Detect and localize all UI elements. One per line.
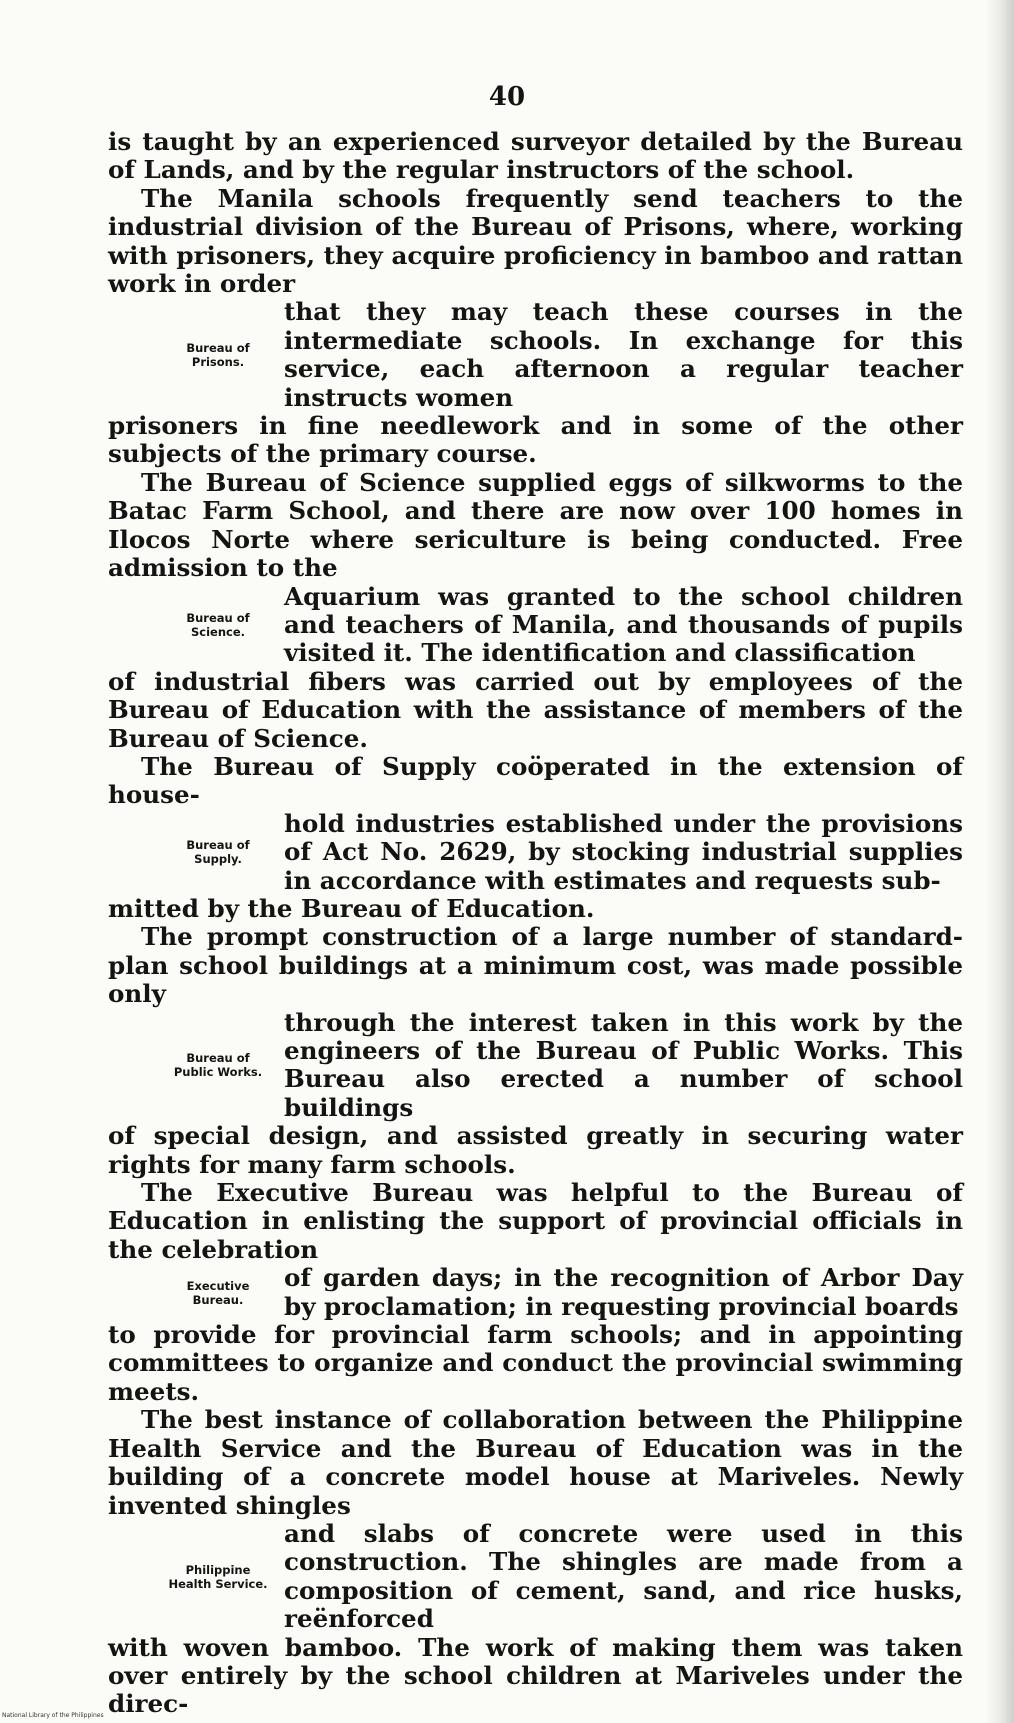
scan-footer-label: National Library of the Philippines [2,1712,104,1719]
paragraph-side-text: and slabs of concrete were used in this construction. The shingles are made from a composition of cement, sand, and rice husks, reënforced [284,1518,963,1634]
paragraph-side-text: that they may teach these courses in the intermediate schools. In exchange for this service, each afternoon a regular teacher instructs women [284,297,963,412]
margin-note-bureau-of-science: Bureau of Science. [186,611,250,640]
paragraph-side-text: Aquarium was granted to the school children and teachers of Manila, and thousands of pupils visited it. The identification and classification [284,581,963,668]
side-note-block [108,583,963,668]
paragraph-bureau-of-public-works [108,923,963,1179]
paragraph-bureau-of-science [108,469,963,753]
page-number: 40 [488,82,526,112]
paragraph-continuation: is taught by an experienced surveyor detailed by the Bureau of Lands, and by the regular instructors of the school. [108,127,963,185]
paragraph-top-text: The Manila schools frequently send teachers to the industrial division of the Bureau of Prisons, where, working with prisoners, they acquire proficiency in bamboo and rattan work in order [108,183,963,299]
paragraph-top-text: The Bureau of Supply coöperated in the extension of house- [108,751,963,810]
side-note-block [108,1009,963,1123]
margin-note-bureau-of-supply: Bureau of Supply. [186,838,250,867]
paragraph-executive-bureau [108,1179,963,1406]
margin-note-bureau-of-prisons: Bureau of Prisons. [186,341,250,370]
margin-note-executive-bureau: Executive Bureau. [186,1278,250,1307]
side-note-block [108,810,963,895]
paragraph-bottom-text: prisoners in fine needlework and in some of the other subjects of the primary course. [108,411,963,469]
paragraph-top-text: The Bureau of Science supplied eggs of silkworms to the Batac Farm School, and there are now over 100 homes in Ilocos Norte where sericulture is being conducted. Free admission to the [108,467,963,583]
side-note-block [108,1264,963,1321]
side-note-block [108,1520,963,1634]
side-note-block [108,298,963,412]
paragraph-bottom-text: with woven bamboo. The work of making them was taken over entirely by the school children at Mariveles under the direc- [108,1632,963,1719]
paragraph-bottom-text: to provide for provincial farm schools; and in appointing committees to organize and conduct the provincial swimming meets. [108,1320,963,1406]
paragraph-top-text: The prompt construction of a large number of standard-plan school buildings at a minimum cost, was made possible only [108,922,963,1009]
paragraph-philippine-health-service [108,1406,963,1718]
page-edge-shadow [984,0,1014,1723]
paragraph-side-text: through the interest taken in this work by the engineers of the Bureau of Public Works. This Bureau also erected a number of school buildings [284,1007,963,1122]
paragraph-bottom-text: of industrial fibers was carried out by employees of the Bureau of Education with the assistance of members of the Bureau of Science. [108,666,963,753]
paragraph-top-text: The Executive Bureau was helpful to the Bureau of Education in enlisting the support of provincial officials in the celebration [108,1178,963,1264]
paragraph-bottom-text: mitted by the Bureau of Education. [108,893,595,923]
paragraph-bottom-text: of special design, and assisted greatly in securing water rights for many farm schools. [108,1121,963,1179]
paragraph-side-text: of garden days; in the recognition of Arbor Day by proclamation; in requesting provincial boards [284,1263,963,1321]
paragraph-bureau-of-supply [108,753,963,923]
margin-note-philippine-health-service: Philippine Health Service. [168,1562,268,1591]
paragraph-side-text: hold industries established under the provisions of Act No. 2629, by stocking industrial supplies in accordance with estimates and requests sub- [284,808,963,895]
body-text [108,128,963,1719]
paragraph-bureau-of-prisons [108,185,963,469]
margin-note-bureau-of-public-works: Bureau of Public Works. [173,1051,263,1080]
paragraph-top-text: The best instance of collaboration between the Philippine Health Service and the Bureau of Education was in the building of a concrete model house at Mariveles. Newly invented shingles [108,1405,963,1520]
